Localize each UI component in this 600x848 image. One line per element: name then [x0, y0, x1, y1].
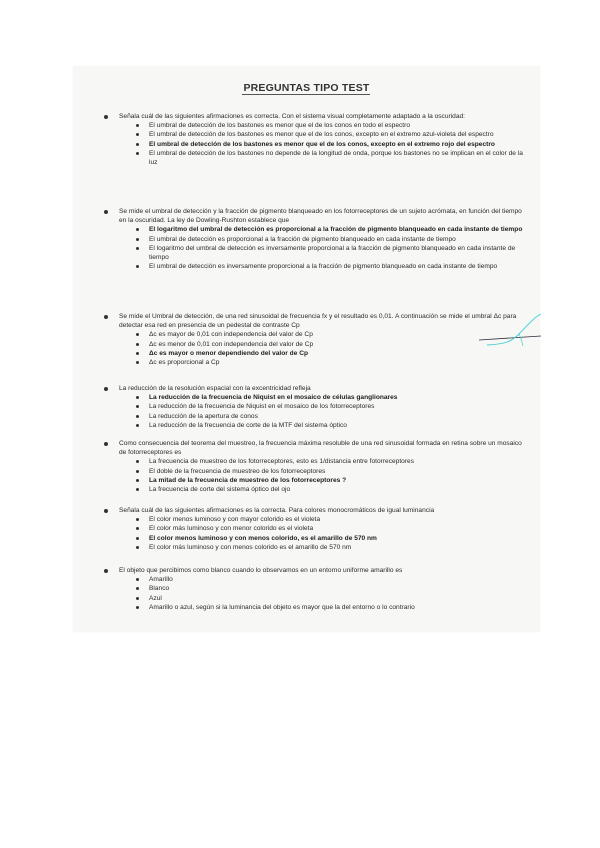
answer-option — [149, 149, 529, 167]
answer-option — [149, 594, 529, 603]
option-list — [119, 121, 529, 167]
option-bullet — [136, 546, 139, 549]
option-bullet — [136, 247, 139, 250]
option-text: El umbral de detección es proporcional a la fracción de pigmento blanqueado en cada instante de tiempo — [149, 235, 456, 243]
answer-option — [149, 393, 529, 402]
question-text: Se mide el umbral de detección y la fracción de pigmento blanqueado en los fotorreceptores de un sujeto acrómata, en función del tiempo en la oscuridad. La ley de Dowling-Rushton establece que — [119, 208, 522, 225]
answer-option — [149, 235, 529, 244]
option-bullet — [136, 424, 139, 427]
answer-option — [149, 603, 529, 612]
option-bullet — [136, 405, 139, 408]
option-text: El umbral de detección de los bastones es menor que el de los conos, excepto en el extremo azul-violeta del espectro — [149, 131, 494, 139]
question-bullet — [104, 509, 108, 513]
option-text: La reducción de la frecuencia de corte de la MTF del sistema óptico — [149, 421, 347, 429]
option-bullet — [136, 470, 139, 473]
option-list — [119, 330, 529, 367]
answer-option — [149, 358, 529, 367]
title-underline — [242, 94, 370, 95]
answer-option — [149, 330, 529, 339]
document-page — [73, 66, 540, 632]
question-bullet — [104, 387, 108, 391]
option-text: El color menos luminoso y con menos colorido, es el amarillo de 570 nm — [149, 534, 377, 542]
answer-option — [149, 485, 529, 494]
option-text: El umbral de detección de los bastones es menor que el de los conos en todo el espectro — [149, 122, 410, 130]
option-bullet — [136, 352, 139, 355]
option-bullet — [136, 415, 139, 418]
option-text: La reducción de la apertura de conos — [149, 412, 258, 420]
option-bullet — [136, 333, 139, 336]
option-bullet — [136, 460, 139, 463]
answer-option — [149, 476, 529, 485]
question-stem — [119, 384, 529, 430]
option-bullet — [136, 265, 139, 268]
answer-option — [149, 421, 529, 430]
option-text: El doble de la frecuencia de muestreo de los fotorreceptores — [149, 467, 326, 475]
option-bullet — [136, 597, 139, 600]
option-bullet — [136, 152, 139, 155]
question-text: Señala cuál de las siguientes afirmaciones es correcta. Con el sistema visual completamente adaptado a la oscuridad: — [119, 113, 465, 120]
option-text: Blanco — [149, 585, 170, 593]
option-bullet — [136, 238, 139, 241]
question-stem — [119, 439, 529, 494]
option-text: El umbral de detección es inversamente proporcional a la fracción de pigmento blanqueado en cada instante de tiempo — [149, 263, 498, 271]
answer-option — [149, 575, 529, 584]
question-stem — [119, 207, 529, 271]
option-bullet — [136, 228, 139, 231]
answer-option — [149, 121, 529, 130]
option-text: La reducción de la frecuencia de Niquist en el mosaico de los fotorreceptores — [149, 403, 375, 411]
option-bullet — [136, 361, 139, 364]
option-text: La frecuencia de corte del sistema óptico del ojo — [149, 486, 291, 494]
option-list — [119, 225, 529, 271]
option-bullet — [136, 479, 139, 482]
option-text: El color más luminoso y con menor colorido es el violeta — [149, 525, 314, 533]
option-text: El umbral de detección de los bastones no depende de la longitud de onda, porque los bastones no se implican en el color de la luz — [149, 149, 523, 167]
option-text: Δc es mayor de 0,01 con independencia del valor de Cp — [149, 331, 313, 339]
option-bullet — [136, 488, 139, 491]
question-text: Señala cuál de las siguientes afirmaciones es la correcta. Para colores monocromáticos de igual luminancia — [119, 507, 435, 514]
option-bullet — [136, 124, 139, 127]
answer-option — [149, 543, 529, 552]
answer-option — [149, 244, 529, 262]
option-list — [119, 393, 529, 430]
answer-option — [149, 467, 529, 476]
option-text: Azul — [149, 594, 162, 602]
option-bullet — [136, 133, 139, 136]
question-bullet — [104, 442, 108, 446]
option-text: El logaritmo del umbral de detección es proporcional a la fracción de pigmento blanqueado en cada instante de tiempo — [149, 226, 523, 234]
answer-option — [149, 349, 529, 358]
option-bullet — [136, 587, 139, 590]
question-text: Se mide el Umbral de detección, de una red sinusoidal de frecuencia fx y el resultado es 0,01. A continuación se mide el umbral Δc para detectar esa red en presencia de un pedestal de contraste Cp — [119, 313, 517, 330]
option-text: Δc es proporcional a Cp — [149, 359, 220, 367]
option-bullet — [136, 396, 139, 399]
answer-option — [149, 262, 529, 271]
answer-option — [149, 457, 529, 466]
answer-option — [149, 225, 529, 234]
option-text: El color más luminoso y con menos colorido es el amarillo de 570 nm — [149, 543, 352, 551]
option-text: Amarillo — [149, 576, 173, 584]
answer-option — [149, 515, 529, 524]
answer-option — [149, 340, 529, 349]
question-stem — [119, 312, 529, 367]
question-bullet — [104, 315, 108, 319]
option-bullet — [136, 518, 139, 521]
option-bullet — [136, 578, 139, 581]
option-list — [119, 457, 529, 494]
option-text: Amarillo o azul, según si la luminancia del objeto es mayor que la del entorno o lo contrario — [149, 603, 415, 611]
option-text: El color menos luminoso y con mayor colorido es el violeta — [149, 516, 321, 524]
answer-option — [149, 402, 529, 411]
question-bullet — [104, 210, 108, 214]
option-text: El umbral de detección de los bastones es menor que el de los conos, excepto en el extremo rojo del espectro — [149, 140, 495, 148]
option-bullet — [136, 537, 139, 540]
answer-option — [149, 534, 529, 543]
hand-drawn-sine-sketch — [475, 312, 547, 350]
option-text: El logaritmo del umbral de detección es inversamente proporcional a la fracción de pigmento blanqueado en cada instante de tiempo — [149, 244, 516, 262]
answer-option — [149, 524, 529, 533]
option-bullet — [136, 527, 139, 530]
option-bullet — [136, 143, 139, 146]
option-bullet — [136, 343, 139, 346]
question-text: Como consecuencia del teorema del muestreo, la frecuencia máxima resoluble de una red sinusoidal formada en retina sobre un mosaico de fotorreceptores es — [119, 440, 522, 457]
option-text: La frecuencia de muestreo de los fotorreceptores, esto es 1/distancia entre fotorreceptores — [149, 458, 414, 466]
answer-option — [149, 584, 529, 593]
option-bullet — [136, 606, 139, 609]
question-text: El objeto que percibimos como blanco cuando lo observamos en un entorno uniforme amarillo es — [119, 567, 403, 574]
question-stem — [119, 112, 529, 167]
question-stem — [119, 566, 529, 612]
question-text: La reducción de la resolución espacial con la excentricidad refleja — [119, 385, 311, 392]
option-text: La reducción de la frecuencia de Niquist en el mosaico de células ganglionares — [149, 394, 398, 402]
option-text: Δc es menor de 0,01 con independencia del valor de Cp — [149, 340, 314, 348]
option-text: Δc es mayor o menor dependiendo del valor de Cp — [149, 349, 308, 357]
answer-option — [149, 412, 529, 421]
answer-option — [149, 140, 529, 149]
answer-option — [149, 130, 529, 139]
question-stem — [119, 506, 529, 552]
option-text: La mitad de la frecuencia de muestreo de los fotorreceptores ? — [149, 476, 347, 484]
option-list — [119, 575, 529, 612]
question-bullet — [104, 569, 108, 573]
question-bullet — [104, 115, 108, 119]
page-title: PREGUNTAS TIPO TEST — [243, 82, 370, 94]
option-list — [119, 515, 529, 552]
